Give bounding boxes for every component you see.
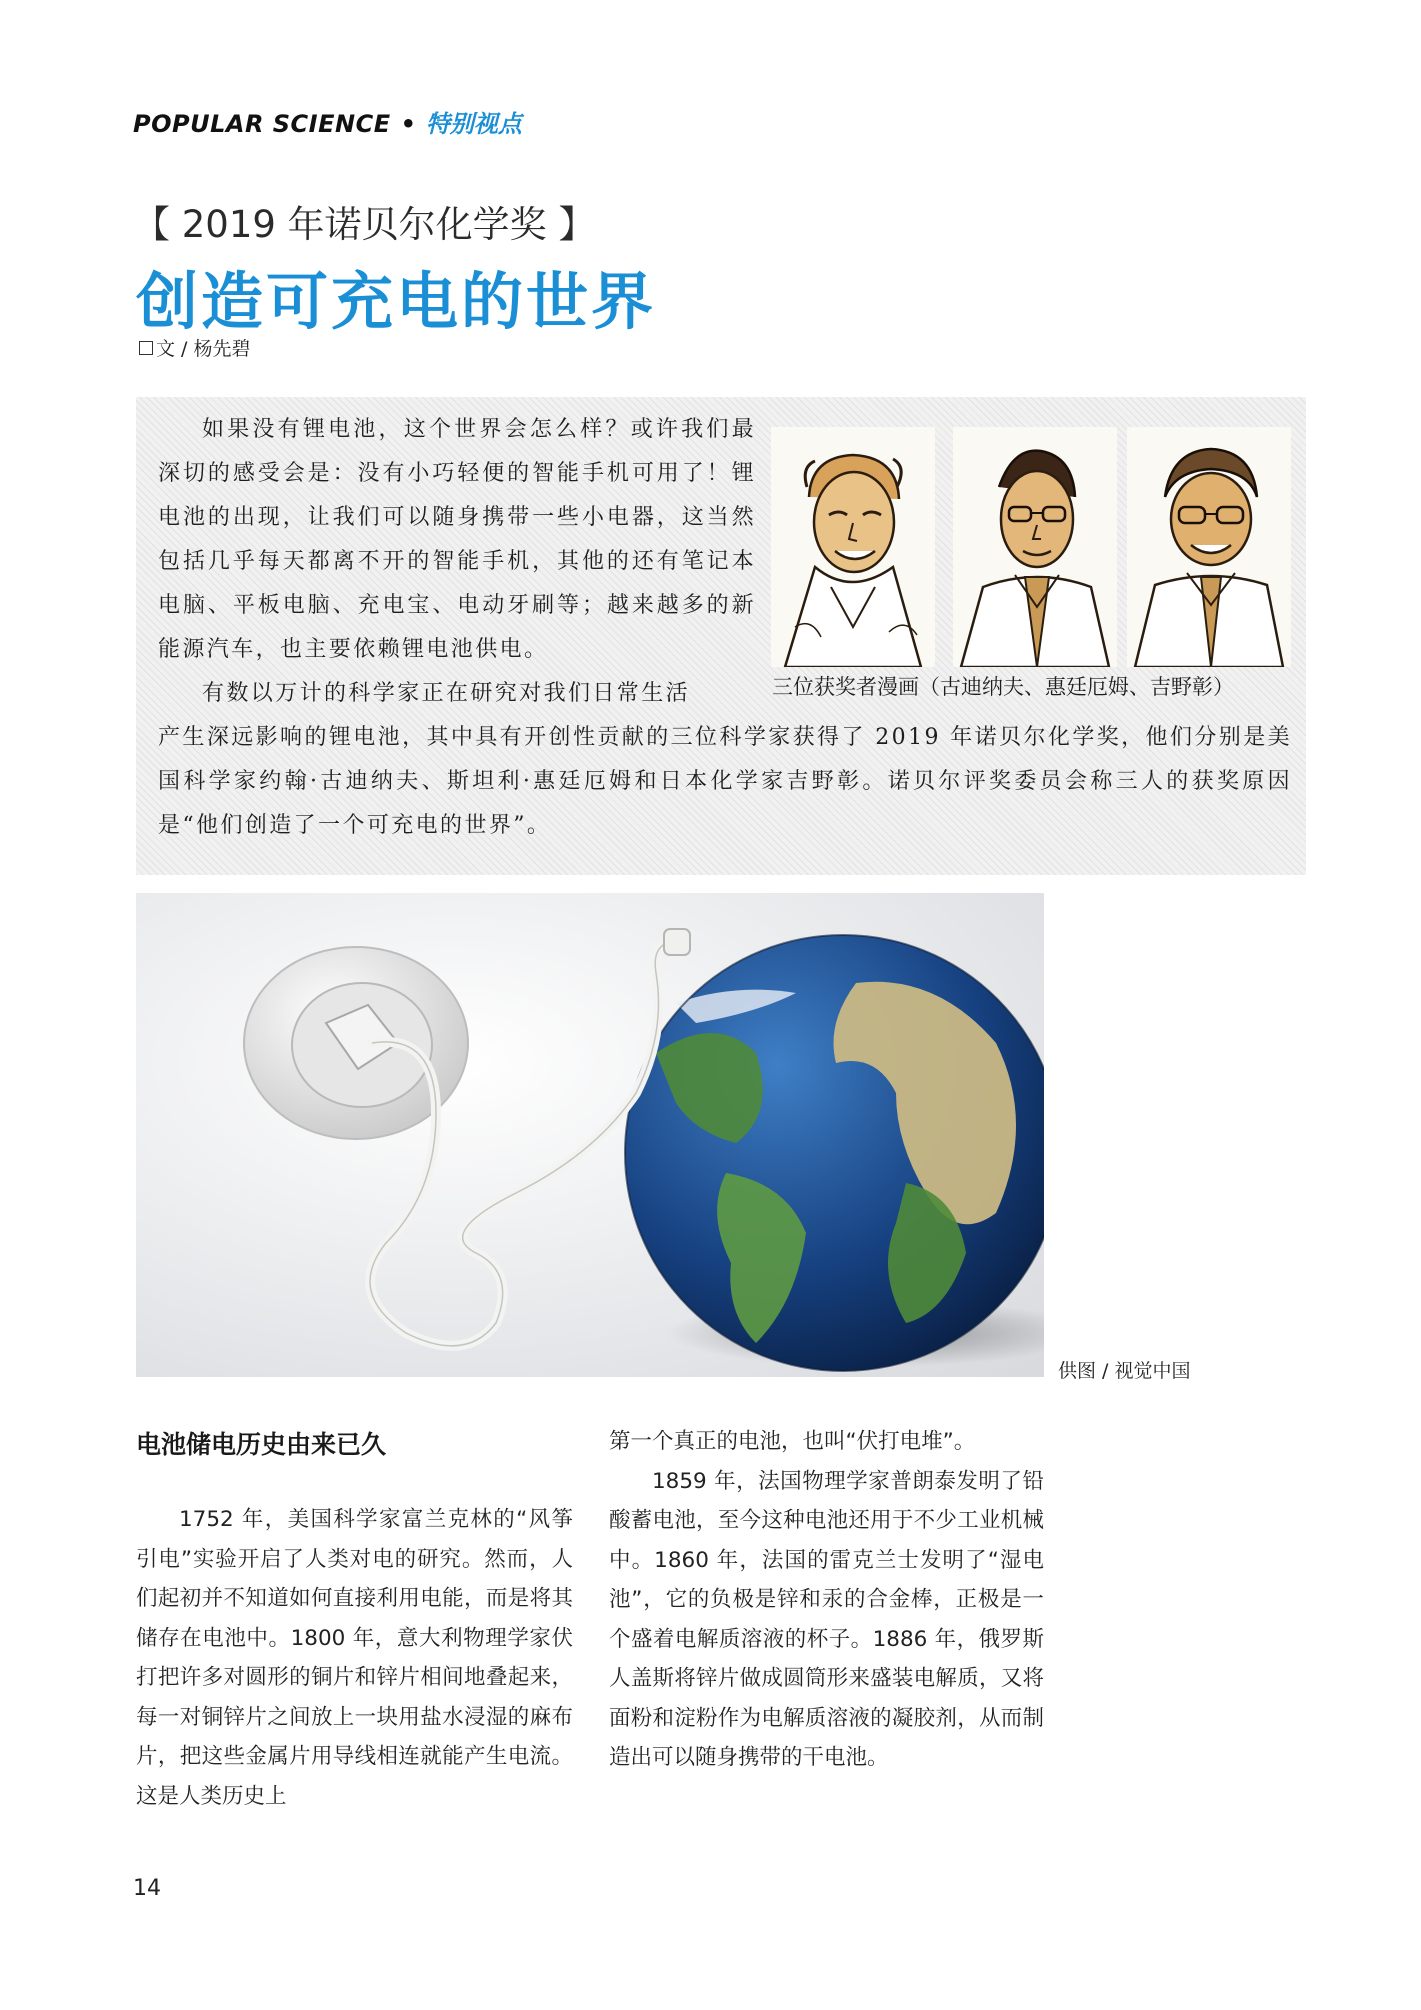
intro-paragraph-2-rest: 产生深远影响的锂电池，其中具有开创性贡献的三位科学家获得了 2019 年诺贝尔化学奖，他们分别是美国科学家约翰·古迪纳夫、斯坦利·惠廷厄姆和日本化学家吉野彰。诺贝尔评奖委员会称三人的获奖原因是“他们创造了一个可充电的世界”。 <box>158 725 1292 838</box>
masthead-separator: • <box>400 110 416 138</box>
intro-paragraph-1: 如果没有锂电池，这个世界会怎么样？或许我们最深切的感受会是：没有小巧轻便的智能手机可用了！锂电池的出现，让我们可以随身携带一些小电器，这当然包括几乎每天都离不开的智能手机，其他的还有笔记本电脑、平板电脑、充电宝、电动牙刷等；越来越多的新能源汽车，也主要依赖锂电池供电。 <box>158 417 756 662</box>
body-paragraph-1-continued: 第一个真正的电池，也叫“伏打电堆”。 <box>609 1429 976 1454</box>
portrait-yoshino <box>1127 427 1291 667</box>
byline-box-icon <box>139 341 153 355</box>
body-column-1 <box>136 1500 573 1816</box>
section-heading: 电池储电历史由来已久 <box>136 1430 387 1459</box>
globe-plug-illustration <box>136 893 1044 1377</box>
portrait-goodenough <box>771 427 935 667</box>
image-credit: 供图 / 视觉中国 <box>1058 1360 1191 1382</box>
section-name: 特别视点 <box>425 110 522 138</box>
hero-image <box>136 893 1044 1377</box>
portrait-whittingham <box>953 427 1117 667</box>
masthead <box>133 104 522 138</box>
portrait-yoshino-drawing <box>1127 427 1291 667</box>
body-column-2 <box>609 1422 1044 1778</box>
article-headline: 创造可充电的世界 <box>136 265 657 338</box>
byline-text: 文 / 杨先碧 <box>156 338 251 360</box>
page-number: 14 <box>133 1876 161 1901</box>
portrait-whittingham-drawing <box>953 427 1117 667</box>
portrait-goodenough-drawing <box>771 427 935 667</box>
intro-paragraph-2-start: 有数以万计的科学家正在研究对我们日常生活 <box>202 681 691 706</box>
article-kicker: 【 2019 年诺贝尔化学奖 】 <box>133 203 596 246</box>
portrait-caption: 三位获奖者漫画（古迪纳夫、惠廷厄姆、吉野彰） <box>772 675 1234 699</box>
magazine-name: POPULAR SCIENCE <box>133 110 391 138</box>
byline <box>139 334 250 361</box>
body-paragraph-1: 1752 年，美国科学家富兰克林的“风筝引电”实验开启了人类对电的研究。然而，人们起初并不知道如何直接利用电能，而是将其储存在电池中。1800 年，意大利物理学家伏打把许多对圆形的铜片和锌片相间地叠起来，每一对铜锌片之间放上一块用盐水浸湿的麻布片，把这些金属片用导线相连就能产生电流。这是人类历史上 <box>136 1507 573 1809</box>
body-paragraph-2: 1859 年，法国物理学家普朗泰发明了铅酸蓄电池，至今这种电池还用于不少工业机械中。1860 年，法国的雷克兰士发明了“湿电池”，它的负极是锌和汞的合金棒，正极是一个盛着电解质溶液的杯子。1886 年，俄罗斯人盖斯将锌片做成圆筒形来盛装电解质，又将面粉和淀粉作为电解质溶液的凝胶剂，从而制造出可以随身携带的干电池。 <box>609 1468 1044 1770</box>
